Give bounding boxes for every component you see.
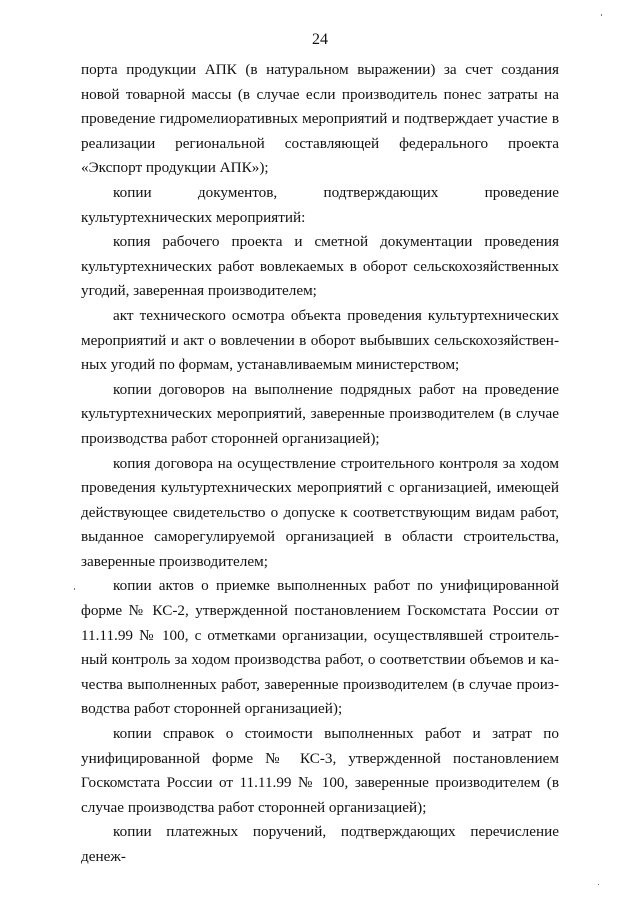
paragraph-contract-copies: копии договоров на выполнение подрядных работ на проведение культуртехнических мероприятий, заверенные производителем (в случае производства работ сторонней организацией); [81,380,559,447]
document-body [81,58,559,870]
paragraph-inspection-act: акт технического осмотра объекта проведения культуртехнических мероприятий и акт о вовлечении в оборот выбывших сельскохозяйственных угодий по формам, устанавливаемым министерством; [81,306,559,374]
paragraph-working-project-copy: копия рабочего проекта и сметной документации проведения культуртехнических работ вовлекаемых в оборот сельскохозяйственных угодий, заверенная производителем; [81,233,559,300]
scan-speck [598,884,599,885]
paragraph-construction-control-contract: копия договора на осуществление строительного контроля за ходом проведения культуртехнических мероприятий с организацией, имеющей действующее свидетельство о допуске к соответствующим видам работ, выданное саморегулируемой организацией в области строительства, заверенные производителем; [81,454,559,570]
page-number: 24 [312,31,328,48]
scan-speck [601,14,602,16]
scan-speck [74,588,75,590]
paragraph-ks2-acts: копии актов о приемке выполненных работ по унифицированной форме № КС-2, утвержденной постановлением Госкомстата России от 11.11.99 № 100, с отметками организации, осуществлявшей строительный контроль за ходом производства работ, о соответствии объемов и качества выполненных работ, заверенные производителем (в случае производства работ сторонней организацией); [81,577,559,718]
paragraph-payment-orders: копии платежных поручений, подтверждающих перечисление денеж- [81,823,559,865]
paragraph-ks3-certificates: копии справок о стоимости выполненных работ и затрат по унифицированной форме № КС-3, утвержденной постановлением Госкомстата России от 11.11.99 № 100, заверенные производителем (в случае производства работ сторонней организацией); [81,725,559,816]
paragraph-cultural-technical-docs: копии документов, подтверждающих проведение культуртехнических мероприятий: [81,183,559,226]
paragraph-export-continuation: порта продукции АПК (в натуральном выражении) за счет создания новой товарной массы (в случае если производитель понес затраты на проведение гидромелиоративных мероприятий и подтверждает участие в реализации региональной составляющей федерального проекта «Экспорт продукции АПК»); [81,61,559,177]
